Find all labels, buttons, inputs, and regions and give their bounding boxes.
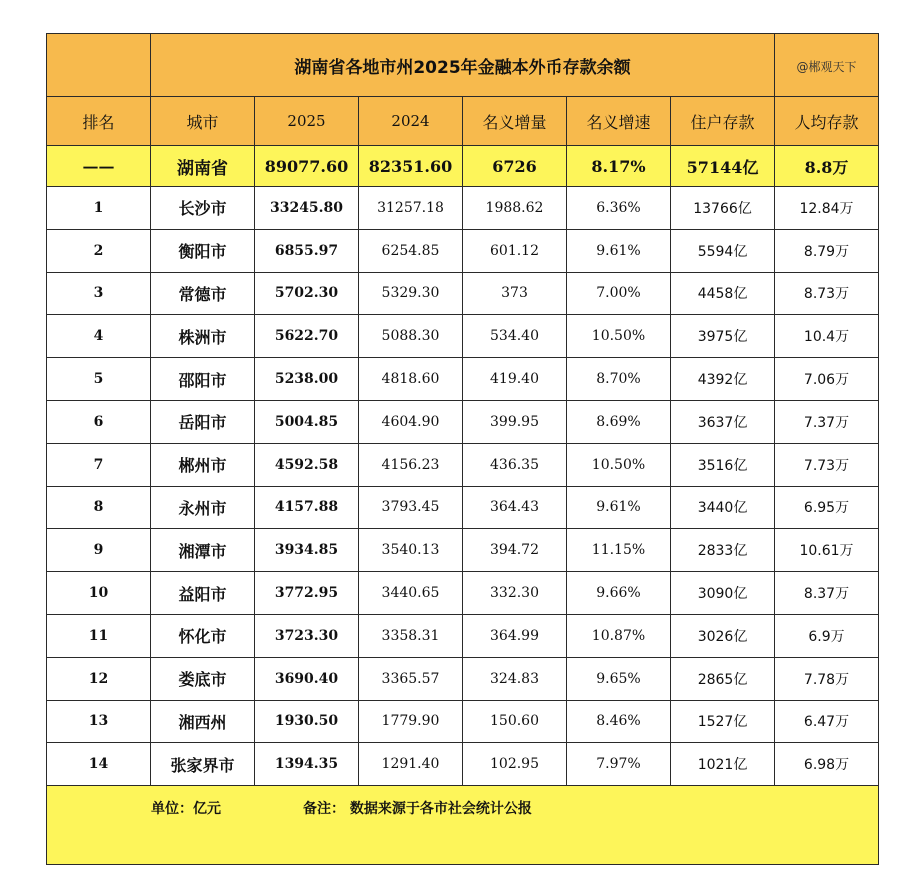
cell-2025: 3690.40 (255, 657, 359, 700)
table-row (47, 400, 879, 443)
cell-growth: 8.70% (567, 358, 671, 401)
cell-increase: 534.40 (463, 315, 567, 358)
cell-city: 永州市 (151, 486, 255, 529)
header-per-capita: 人均存款 (775, 97, 879, 146)
header-household: 住户存款 (671, 97, 775, 146)
cell-rank: 12 (47, 657, 151, 700)
cell-growth: 7.00% (567, 272, 671, 315)
province-name: 湖南省 (151, 146, 255, 187)
province-2024: 82351.60 (359, 146, 463, 187)
cell-rank: 6 (47, 400, 151, 443)
cell-2025: 33245.80 (255, 187, 359, 230)
cell-growth: 8.46% (567, 700, 671, 743)
title-row (47, 34, 879, 97)
cell-2025: 3723.30 (255, 614, 359, 657)
table-row (47, 743, 879, 786)
cell-rank: 4 (47, 315, 151, 358)
cell-city: 郴州市 (151, 443, 255, 486)
cell-city: 湘西州 (151, 700, 255, 743)
cell-household: 3440亿 (671, 486, 775, 529)
cell-2025: 5622.70 (255, 315, 359, 358)
source-note: 备注： 数据来源于各市社会统计公报 (303, 801, 532, 818)
cell-2024: 3365.57 (359, 657, 463, 700)
cell-household: 1527亿 (671, 700, 775, 743)
cell-increase: 373 (463, 272, 567, 315)
cell-increase: 1988.62 (463, 187, 567, 230)
cell-growth: 10.87% (567, 614, 671, 657)
deposit-table (46, 33, 879, 865)
cell-rank: 3 (47, 272, 151, 315)
table-title (151, 34, 775, 97)
cell-2025: 4592.58 (255, 443, 359, 486)
cell-per-capita: 6.98万 (775, 743, 879, 786)
footer-row (47, 786, 879, 865)
cell-rank: 14 (47, 743, 151, 786)
cell-2024: 4156.23 (359, 443, 463, 486)
footer-cell (47, 786, 879, 865)
cell-2024: 1779.90 (359, 700, 463, 743)
cell-city: 湘潭市 (151, 529, 255, 572)
province-increase: 6726 (463, 146, 567, 187)
cell-2025: 4157.88 (255, 486, 359, 529)
table-row (47, 187, 879, 230)
cell-growth: 10.50% (567, 315, 671, 358)
cell-household: 2865亿 (671, 657, 775, 700)
cell-per-capita: 8.79万 (775, 229, 879, 272)
header-row (47, 97, 879, 146)
cell-per-capita: 10.4万 (775, 315, 879, 358)
province-growth: 8.17% (567, 146, 671, 187)
cell-2025: 5004.85 (255, 400, 359, 443)
cell-2025: 3772.95 (255, 572, 359, 615)
cell-city: 邵阳市 (151, 358, 255, 401)
cell-increase: 601.12 (463, 229, 567, 272)
cell-2025: 6855.97 (255, 229, 359, 272)
cell-increase: 394.72 (463, 529, 567, 572)
header-2024: 2024 (359, 97, 463, 146)
cell-increase: 436.35 (463, 443, 567, 486)
cell-increase: 324.83 (463, 657, 567, 700)
cell-rank: 8 (47, 486, 151, 529)
table-row (47, 315, 879, 358)
table-row (47, 657, 879, 700)
cell-city: 株洲市 (151, 315, 255, 358)
title-corner-cell (47, 34, 151, 97)
cell-2025: 5238.00 (255, 358, 359, 401)
cell-household: 5594亿 (671, 229, 775, 272)
cell-growth: 9.61% (567, 229, 671, 272)
cell-rank: 1 (47, 187, 151, 230)
table-title-text: 湖南省各地市州2025年金融本外币存款余额 (294, 57, 631, 78)
cell-city: 张家界市 (151, 743, 255, 786)
cell-increase: 102.95 (463, 743, 567, 786)
cell-growth: 8.69% (567, 400, 671, 443)
cell-growth: 6.36% (567, 187, 671, 230)
cell-growth: 10.50% (567, 443, 671, 486)
credit-cell (775, 34, 879, 97)
cell-increase: 150.60 (463, 700, 567, 743)
cell-rank: 7 (47, 443, 151, 486)
cell-per-capita: 10.61万 (775, 529, 879, 572)
cell-per-capita: 7.73万 (775, 443, 879, 486)
table-row (47, 229, 879, 272)
cell-2024: 3358.31 (359, 614, 463, 657)
cell-per-capita: 6.95万 (775, 486, 879, 529)
cell-household: 3090亿 (671, 572, 775, 615)
cell-household: 2833亿 (671, 529, 775, 572)
cell-per-capita: 7.78万 (775, 657, 879, 700)
cell-growth: 9.65% (567, 657, 671, 700)
cell-growth: 7.97% (567, 743, 671, 786)
cell-growth: 11.15% (567, 529, 671, 572)
table-row (47, 443, 879, 486)
cell-increase: 364.43 (463, 486, 567, 529)
cell-household: 3637亿 (671, 400, 775, 443)
header-rank: 排名 (47, 97, 151, 146)
table-row (47, 358, 879, 401)
author-credit: @郴观天下 (796, 59, 857, 74)
header-city: 城市 (151, 97, 255, 146)
cell-rank: 10 (47, 572, 151, 615)
cell-increase: 364.99 (463, 614, 567, 657)
header-increase: 名义增量 (463, 97, 567, 146)
cell-growth: 9.66% (567, 572, 671, 615)
cell-increase: 332.30 (463, 572, 567, 615)
cell-city: 怀化市 (151, 614, 255, 657)
header-growth: 名义增速 (567, 97, 671, 146)
province-household: 57144亿 (671, 146, 775, 187)
table-row (47, 486, 879, 529)
cell-2024: 6254.85 (359, 229, 463, 272)
cell-2025: 1930.50 (255, 700, 359, 743)
cell-city: 岳阳市 (151, 400, 255, 443)
cell-per-capita: 12.84万 (775, 187, 879, 230)
header-2025: 2025 (255, 97, 359, 146)
cell-per-capita: 7.37万 (775, 400, 879, 443)
cell-per-capita: 6.47万 (775, 700, 879, 743)
cell-rank: 9 (47, 529, 151, 572)
cell-city: 常德市 (151, 272, 255, 315)
cell-city: 益阳市 (151, 572, 255, 615)
cell-2024: 1291.40 (359, 743, 463, 786)
cell-per-capita: 8.73万 (775, 272, 879, 315)
cell-2024: 3540.13 (359, 529, 463, 572)
cell-2024: 31257.18 (359, 187, 463, 230)
province-per-capita: 8.8万 (775, 146, 879, 187)
table-row (47, 272, 879, 315)
province-total-row (47, 146, 879, 187)
cell-city: 娄底市 (151, 657, 255, 700)
table-row (47, 572, 879, 615)
cell-2024: 3440.65 (359, 572, 463, 615)
cell-city: 衡阳市 (151, 229, 255, 272)
cell-2024: 5329.30 (359, 272, 463, 315)
cell-household: 1021亿 (671, 743, 775, 786)
cell-household: 4458亿 (671, 272, 775, 315)
cell-rank: 11 (47, 614, 151, 657)
cell-per-capita: 6.9万 (775, 614, 879, 657)
cell-2025: 5702.30 (255, 272, 359, 315)
cell-rank: 13 (47, 700, 151, 743)
province-rank: —— (47, 146, 151, 187)
cell-city: 长沙市 (151, 187, 255, 230)
cell-increase: 399.95 (463, 400, 567, 443)
cell-household: 13766亿 (671, 187, 775, 230)
cell-household: 3516亿 (671, 443, 775, 486)
cell-2024: 4604.90 (359, 400, 463, 443)
cell-household: 4392亿 (671, 358, 775, 401)
cell-growth: 9.61% (567, 486, 671, 529)
cell-household: 3975亿 (671, 315, 775, 358)
cell-increase: 419.40 (463, 358, 567, 401)
cell-per-capita: 8.37万 (775, 572, 879, 615)
deposit-table-container (46, 33, 878, 865)
cell-2024: 4818.60 (359, 358, 463, 401)
cell-2024: 3793.45 (359, 486, 463, 529)
table-row (47, 614, 879, 657)
unit-note: 单位：亿元 (151, 801, 221, 818)
cell-rank: 5 (47, 358, 151, 401)
table-row (47, 529, 879, 572)
cell-2025: 3934.85 (255, 529, 359, 572)
cell-2024: 5088.30 (359, 315, 463, 358)
cell-household: 3026亿 (671, 614, 775, 657)
table-row (47, 700, 879, 743)
cell-per-capita: 7.06万 (775, 358, 879, 401)
cell-rank: 2 (47, 229, 151, 272)
province-2025: 89077.60 (255, 146, 359, 187)
cell-2025: 1394.35 (255, 743, 359, 786)
